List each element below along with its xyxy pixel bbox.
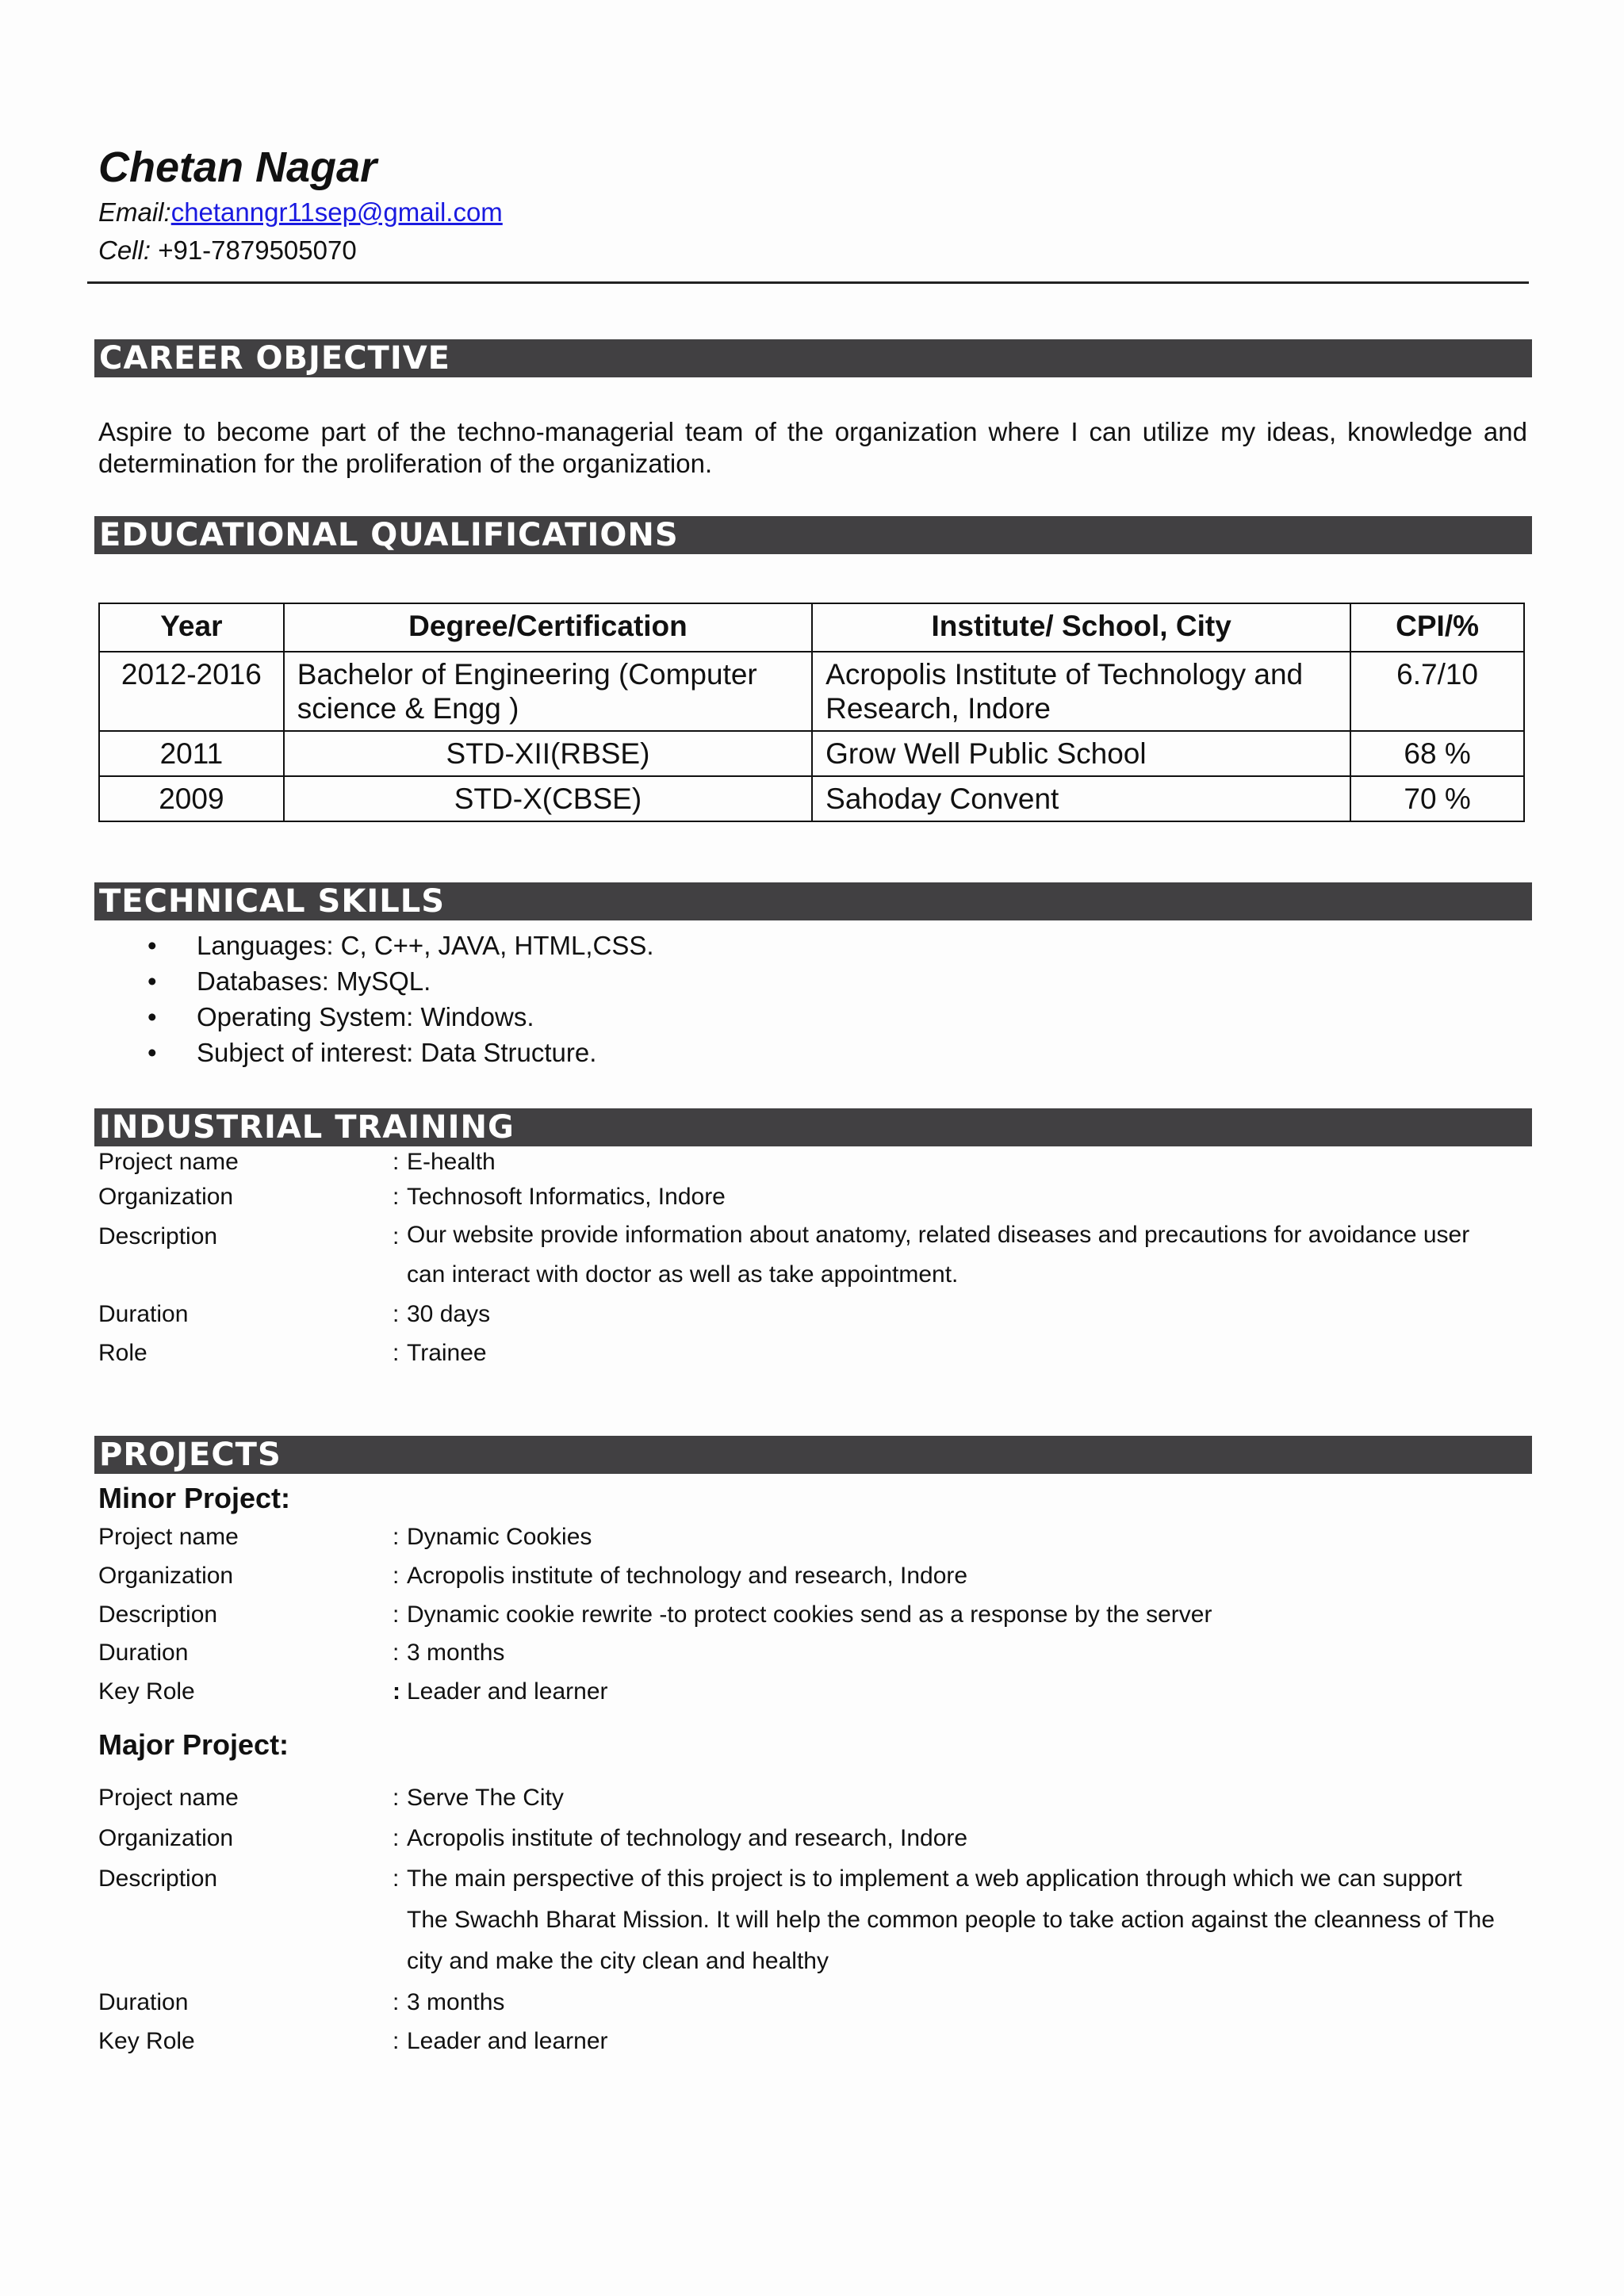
institute-cell: Grow Well Public School	[812, 731, 1350, 776]
institute-cell: Acropolis Institute of Technology and Research, Indore	[812, 652, 1350, 731]
field-value: Technosoft Informatics, Indore	[407, 1184, 726, 1210]
field-separator: :	[393, 1678, 400, 1705]
bullet-icon: •	[147, 931, 157, 960]
field-label: Duration	[98, 1640, 189, 1666]
email-label: Email:	[98, 197, 171, 227]
cpi-cell: 68 %	[1350, 731, 1524, 776]
col-institute: Institute/ School, City	[812, 603, 1350, 652]
field-value: E-health	[407, 1149, 496, 1175]
email-link[interactable]: chetanngr11sep@gmail.com	[170, 197, 503, 227]
field-label: Project name	[98, 1785, 239, 1811]
field-separator: :	[393, 1340, 400, 1366]
field-value: Leader and learner	[407, 2028, 608, 2054]
year-cell: 2011	[99, 731, 284, 776]
col-cpi: CPI/%	[1350, 603, 1524, 652]
section-education: EDUCATIONAL QUALIFICATIONS	[94, 516, 1532, 554]
field-value: Acropolis institute of technology and research, Indore	[407, 1825, 968, 1851]
bullet-icon: •	[147, 1038, 157, 1067]
degree-cell: STD-XII(RBSE)	[284, 731, 812, 776]
skill-text: Subject of interest: Data Structure.	[197, 1038, 597, 1067]
field-separator: :	[393, 1301, 400, 1327]
field-label: Duration	[98, 1301, 189, 1327]
skill-text: Languages: C, C++, JAVA, HTML,CSS.	[197, 931, 654, 960]
field-separator: :	[393, 1785, 400, 1811]
field-value: Dynamic Cookies	[407, 1524, 592, 1550]
field-label: Description	[98, 1223, 218, 1249]
field-separator: :	[393, 1184, 400, 1210]
field-label: Project name	[98, 1524, 239, 1550]
field-value: Dynamic cookie rewrite -to protect cookies send as a response by the server	[407, 1601, 1212, 1628]
institute-cell: Sahoday Convent	[812, 776, 1350, 821]
field-value: 3 months	[407, 1640, 505, 1666]
section-industrial-training: INDUSTRIAL TRAINING	[94, 1108, 1532, 1146]
list-item	[98, 1035, 654, 1070]
year-cell: 2012-2016	[99, 652, 284, 731]
field-label: Organization	[98, 1184, 234, 1210]
field-label: Organization	[98, 1563, 234, 1589]
cell-label: Cell:	[98, 235, 151, 265]
field-label: Description	[98, 1601, 218, 1628]
field-separator: :	[393, 1223, 400, 1249]
field-label: Description	[98, 1866, 218, 1892]
bullet-icon: •	[147, 1002, 157, 1031]
minor-project-heading: Minor Project:	[98, 1482, 291, 1514]
header-divider	[87, 281, 1529, 284]
field-label: Role	[98, 1340, 147, 1366]
table-row	[99, 652, 1524, 731]
field-label: Duration	[98, 1989, 189, 2015]
field-label: Project name	[98, 1149, 239, 1175]
list-item	[98, 999, 654, 1035]
field-separator: :	[393, 1825, 400, 1851]
cell-line	[98, 235, 357, 266]
field-value: Acropolis institute of technology and research, Indore	[407, 1563, 968, 1589]
education-header-row	[99, 603, 1524, 652]
field-value: 30 days	[407, 1301, 491, 1327]
field-value: Our website provide information about anatomy, related diseases and precautions for avoidance user can interact with doctor as well as take appointment.	[407, 1222, 1470, 1288]
field-separator: :	[393, 1989, 400, 2015]
field-value: 3 months	[407, 1989, 505, 2015]
section-technical-skills: TECHNICAL SKILLS	[94, 882, 1532, 920]
degree-cell: STD-X(CBSE)	[284, 776, 812, 821]
col-degree: Degree/Certification	[284, 603, 812, 652]
field-label: Key Role	[98, 1678, 195, 1705]
bullet-icon: •	[147, 966, 157, 996]
field-separator: :	[393, 1149, 400, 1175]
field-separator: :	[393, 2028, 400, 2054]
field-label: Key Role	[98, 2028, 195, 2054]
skills-list	[98, 928, 654, 1070]
field-value: Serve The City	[407, 1785, 564, 1811]
list-item	[98, 928, 654, 963]
field-separator: :	[393, 1866, 400, 1892]
field-separator: :	[393, 1601, 400, 1628]
degree-cell: Bachelor of Engineering (Computer science & Engg )	[284, 652, 812, 731]
section-career-objective: CAREER OBJECTIVE	[94, 339, 1532, 377]
candidate-name: Chetan Nagar	[98, 144, 377, 191]
cpi-cell: 70 %	[1350, 776, 1524, 821]
field-separator: :	[393, 1640, 400, 1666]
email-line	[98, 197, 503, 228]
field-label: Organization	[98, 1825, 234, 1851]
skill-text: Databases: MySQL.	[197, 966, 431, 996]
year-cell: 2009	[99, 776, 284, 821]
section-projects: PROJECTS	[94, 1436, 1532, 1474]
field-separator: :	[393, 1524, 400, 1550]
list-item	[98, 963, 654, 999]
education-table	[98, 603, 1525, 822]
field-value: The main perspective of this project is to implement a web application through which we can support The Swachh Bharat Mission. It will help the common people to take action against the cleanness of The city and make the city clean and healthy	[407, 1866, 1495, 1974]
table-row	[99, 731, 1524, 776]
field-value: Leader and learner	[407, 1678, 608, 1705]
cell-number: +91-7879505070	[151, 235, 357, 265]
col-year: Year	[99, 603, 284, 652]
career-objective-text: Aspire to become part of the techno-managerial team of the organization where I can utilize my ideas, knowledge and determination for the proliferation of the organization.	[98, 417, 1527, 478]
table-row	[99, 776, 1524, 821]
field-value: Trainee	[407, 1340, 487, 1366]
cpi-cell: 6.7/10	[1350, 652, 1524, 731]
field-separator: :	[393, 1563, 400, 1589]
major-project-heading: Major Project:	[98, 1728, 289, 1761]
skill-text: Operating System: Windows.	[197, 1002, 534, 1031]
